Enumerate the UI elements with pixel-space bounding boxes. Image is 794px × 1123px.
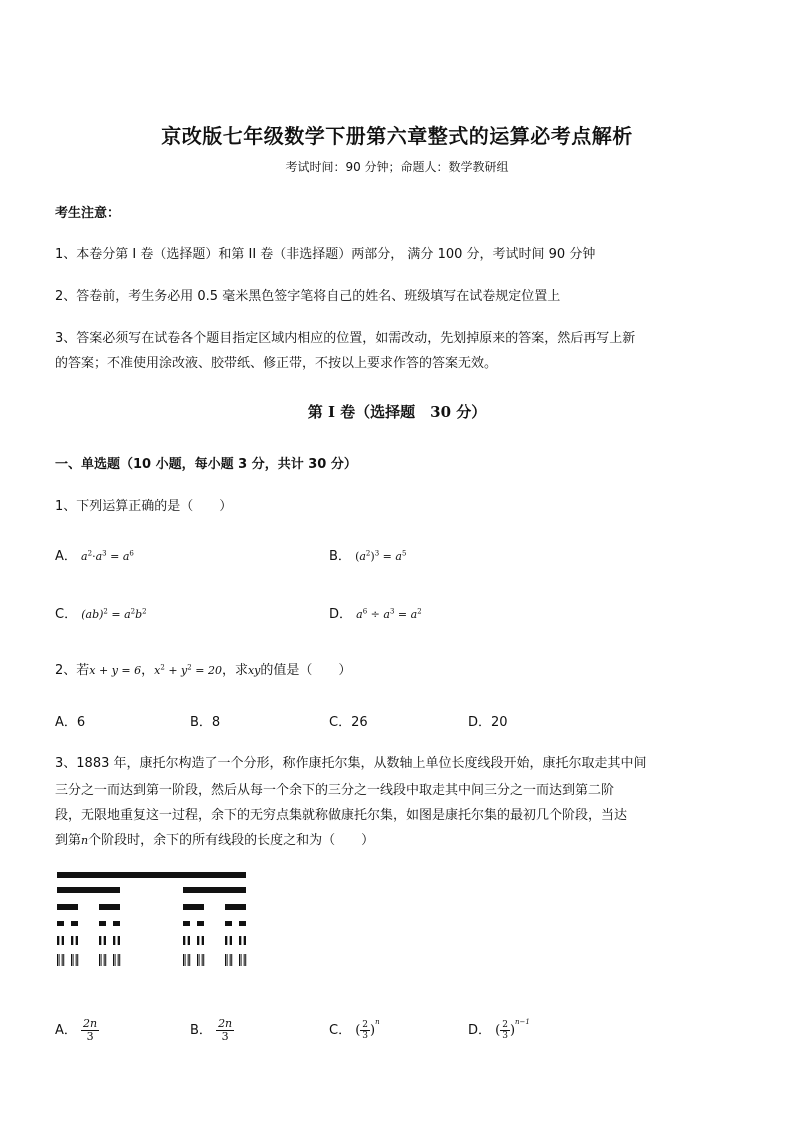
cantor-stage-5-segment-25 bbox=[227, 954, 228, 966]
exam-subtitle: 考试时间：90 分钟；命题人：数学教研组 bbox=[285, 160, 509, 174]
cantor-stage-4-segment-6 bbox=[113, 936, 115, 945]
q2-option-b[interactable]: B．8 bbox=[190, 715, 221, 730]
q1-option-c[interactable] bbox=[55, 603, 147, 622]
cantor-stage-4-segment-13 bbox=[230, 936, 232, 945]
q1-c-expr: $(ab)^2 = a^2b^2$ bbox=[81, 607, 147, 621]
cantor-stage-4-segment-0 bbox=[57, 936, 59, 945]
cantor-stage-5-segment-3 bbox=[63, 954, 64, 966]
cantor-stage-4-segment-3 bbox=[76, 936, 78, 945]
option-label: A． bbox=[55, 549, 77, 564]
cantor-stage-3-segment-5 bbox=[197, 921, 204, 926]
notice-heading: 考生注意： bbox=[55, 206, 121, 221]
cantor-stage-1-segment-0 bbox=[57, 887, 120, 893]
cantor-stage-5-segment-20 bbox=[197, 954, 198, 966]
cantor-stage-5-segment-0 bbox=[57, 954, 58, 966]
cantor-stage-5-segment-28 bbox=[239, 954, 240, 966]
cantor-stage-5-segment-16 bbox=[183, 954, 184, 966]
cantor-stage-5-segment-10 bbox=[104, 954, 105, 966]
cantor-stage-5-segment-13 bbox=[115, 954, 116, 966]
q1-a-expr: $a^2\cdot a^3 = a^6$ bbox=[81, 549, 134, 563]
cantor-stage-5-segment-2 bbox=[62, 954, 63, 966]
cantor-stage-3-segment-4 bbox=[183, 921, 190, 926]
cantor-stage-0-segment-0 bbox=[57, 872, 246, 878]
cantor-stage-5-segment-26 bbox=[230, 954, 231, 966]
cantor-stage-4-segment-8 bbox=[183, 936, 185, 945]
cantor-stage-3-segment-3 bbox=[113, 921, 120, 926]
cantor-stage-4-segment-11 bbox=[202, 936, 204, 945]
cantor-stage-5-segment-17 bbox=[185, 954, 186, 966]
q1-option-a[interactable] bbox=[55, 545, 134, 564]
cantor-stage-3-segment-2 bbox=[99, 921, 106, 926]
cantor-stage-5-segment-8 bbox=[99, 954, 100, 966]
cantor-stage-5-segment-21 bbox=[199, 954, 200, 966]
cantor-stage-4-segment-14 bbox=[239, 936, 241, 945]
cantor-stage-5-segment-11 bbox=[105, 954, 106, 966]
q1-option-b[interactable] bbox=[329, 545, 406, 564]
cantor-stage-2-segment-2 bbox=[183, 904, 204, 910]
notice-item-3-cont: 的答案；不准使用涂改液、胶带纸、修正带，不按以上要求作答的答案无效。 bbox=[55, 356, 498, 371]
cantor-stage-4-segment-4 bbox=[99, 936, 101, 945]
cantor-stage-5-segment-24 bbox=[225, 954, 226, 966]
cantor-stage-5-segment-27 bbox=[231, 954, 232, 966]
cantor-stage-4-segment-1 bbox=[62, 936, 64, 945]
q3-line-3: 段，无限地重复这一过程，余下的无穷点集就称做康托尔集，如图是康托尔集的最初几个阶段，当达 bbox=[55, 808, 628, 823]
notice-item-1: 1、本卷分第 I 卷（选择题）和第 II 卷（非选择题）两部分， 满分 100 分，考试时间 90 分钟 bbox=[55, 247, 596, 262]
cantor-stage-3-segment-7 bbox=[239, 921, 246, 926]
exam-title: 京改版七年级数学下册第六章整式的运算必考点解析 bbox=[161, 124, 633, 148]
q3-option-c[interactable]: C． ( $\frac{2}{3}$ )$^n$ bbox=[329, 1018, 380, 1041]
cantor-stage-2-segment-3 bbox=[225, 904, 246, 910]
q2-option-a[interactable]: A．6 bbox=[55, 715, 86, 730]
cantor-stage-5-segment-12 bbox=[113, 954, 114, 966]
cantor-stage-5-segment-29 bbox=[241, 954, 242, 966]
option-label: C． bbox=[55, 607, 78, 622]
q1-d-expr: $a^6 \div a^3 = a^2$ bbox=[356, 607, 422, 621]
section-title: 第 I 卷（选择题 30 分） bbox=[307, 403, 487, 421]
cantor-stage-5-segment-14 bbox=[118, 954, 119, 966]
cantor-stage-5-segment-5 bbox=[73, 954, 74, 966]
q2-stem: 2、若x + y = 6，$x^2 + y^2 = 20$，求xy的值是（ ） bbox=[55, 663, 352, 678]
cantor-stage-2-segment-0 bbox=[57, 904, 78, 910]
cantor-stage-3-segment-6 bbox=[225, 921, 232, 926]
cantor-stage-5-segment-9 bbox=[101, 954, 102, 966]
cantor-stage-5-segment-1 bbox=[59, 954, 60, 966]
q1-b-expr: $(a^2)^3 = a^5$ bbox=[355, 549, 407, 563]
q2-option-d[interactable]: D．20 bbox=[468, 715, 508, 730]
part-heading: 一、单选题（10 小题，每小题 3 分，共计 30 分） bbox=[55, 457, 357, 472]
cantor-stage-5-segment-22 bbox=[202, 954, 203, 966]
cantor-stage-5-segment-30 bbox=[244, 954, 245, 966]
cantor-stage-3-segment-0 bbox=[57, 921, 64, 926]
cantor-stage-4-segment-7 bbox=[118, 936, 120, 945]
cantor-stage-4-segment-5 bbox=[104, 936, 106, 945]
cantor-stage-5-segment-23 bbox=[203, 954, 204, 966]
notice-item-3: 3、答案必须写在试卷各个题目指定区域内相应的位置，如需改动，先划掉原来的答案，然后再写上新 bbox=[55, 331, 636, 346]
q3-line-1: 3、1883 年，康托尔构造了一个分形，称作康托尔集，从数轴上单位长度线段开始，康托尔取走其中间 bbox=[55, 756, 647, 771]
q3-line-2: 三分之一而达到第一阶段，然后从每一个余下的三分之一线段中取走其中间三分之一而达到第二阶 bbox=[55, 783, 615, 798]
cantor-stage-4-segment-10 bbox=[197, 936, 199, 945]
cantor-stage-2-segment-1 bbox=[99, 904, 120, 910]
cantor-stage-5-segment-31 bbox=[245, 954, 246, 966]
cantor-stage-5-segment-6 bbox=[76, 954, 77, 966]
cantor-stage-4-segment-12 bbox=[225, 936, 227, 945]
option-label: B． bbox=[329, 549, 351, 564]
q1-option-d[interactable] bbox=[329, 603, 422, 622]
cantor-stage-4-segment-2 bbox=[71, 936, 73, 945]
fraction: $\frac{2}{3}$ bbox=[362, 1020, 369, 1041]
cantor-stage-4-segment-9 bbox=[188, 936, 190, 945]
cantor-stage-5-segment-18 bbox=[188, 954, 189, 966]
cantor-stage-1-segment-1 bbox=[183, 887, 246, 893]
cantor-stage-5-segment-19 bbox=[189, 954, 190, 966]
q3-line-4: 到第n个阶段时，余下的所有线段的长度之和为（ ） bbox=[55, 833, 375, 848]
cantor-stage-5-segment-4 bbox=[71, 954, 72, 966]
q2-option-c[interactable]: C．26 bbox=[329, 715, 368, 730]
q3-option-b[interactable]: B． $\frac{2n}{3}$ bbox=[190, 1017, 233, 1043]
cantor-stage-5-segment-15 bbox=[119, 954, 120, 966]
cantor-stage-3-segment-1 bbox=[71, 921, 78, 926]
fraction: $\frac{2}{3}$ bbox=[502, 1020, 508, 1041]
q3-option-d[interactable]: D． ( $\frac{2}{3}$ )$^{n-1}$ bbox=[468, 1018, 530, 1041]
fraction: $\frac{2n}{3}$ bbox=[218, 1017, 233, 1043]
cantor-stage-5-segment-7 bbox=[77, 954, 78, 966]
fraction: $\frac{2n}{3}$ bbox=[83, 1017, 98, 1043]
option-label: D． bbox=[329, 607, 353, 622]
q3-option-a[interactable]: A． $\frac{2n}{3}$ bbox=[55, 1017, 98, 1043]
cantor-set-figure bbox=[55, 868, 247, 970]
cantor-stage-4-segment-15 bbox=[244, 936, 246, 945]
notice-item-2: 2、答卷前，考生务必用 0.5 毫米黑色签字笔将自己的姓名、班级填写在试卷规定位置上 bbox=[55, 289, 561, 304]
q1-stem: 1、下列运算正确的是（ ） bbox=[55, 499, 233, 514]
